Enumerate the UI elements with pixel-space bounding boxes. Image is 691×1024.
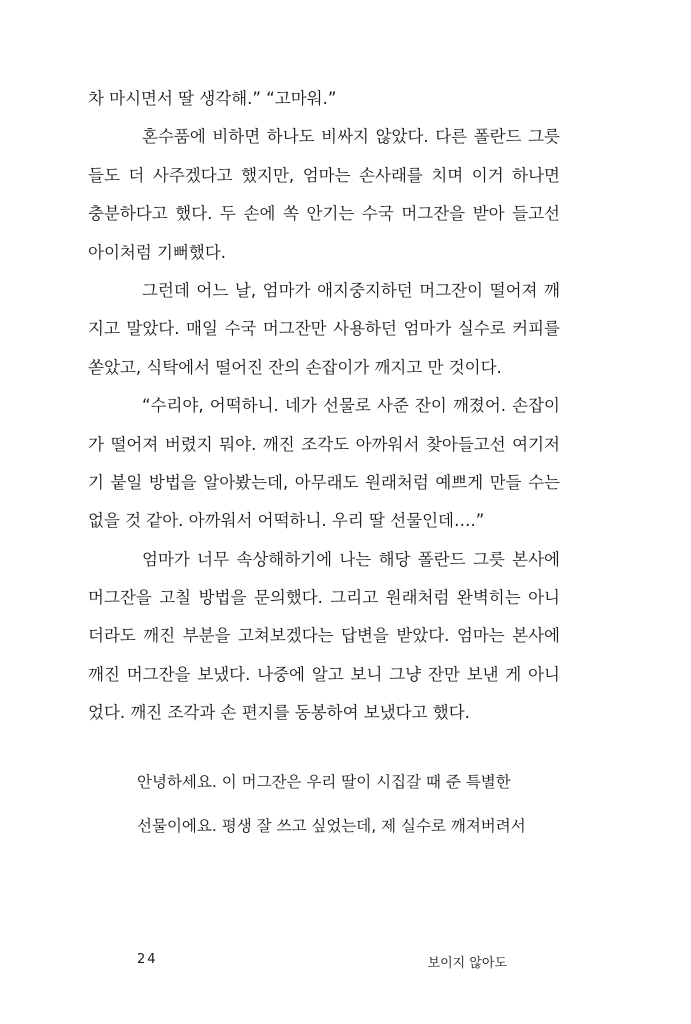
text-line: “수리야, 어떡하니. 네가 선물로 사준 잔이 깨졌어. 손잡이	[142, 396, 560, 416]
text-line: 혼수품에 비하면 하나도 비싸지 않았다. 다른 폴란드 그릇	[142, 127, 560, 147]
book-title: 보이지 않아도	[427, 956, 507, 971]
text-line: 없을 것 같아. 아까워서 어떡하니. 우리 딸 선물인데….”	[88, 511, 485, 531]
text-line: 었다. 깨진 조각과 손 편지를 동봉하여 보냈다고 했다.	[88, 703, 470, 723]
text-line: 그런데 어느 날, 엄마가 애지중지하던 머그잔이 떨어져 깨	[142, 280, 560, 300]
body-text	[88, 80, 560, 733]
text-line: 아이처럼 기뻐했다.	[88, 242, 227, 262]
text-line: 충분하다고 했다. 두 손에 쏙 안기는 수국 머그잔을 받아 들고선	[88, 204, 560, 224]
letter-line: 선물이에요. 평생 잘 쓰고 싶었는데, 제 실수로 깨져버려서	[137, 817, 526, 835]
text-line: 깨진 머그잔을 보냈다. 나중에 알고 보니 그냥 잔만 보낸 게 아니	[88, 664, 560, 684]
text-line: 지고 말았다. 매일 수국 머그잔만 사용하던 엄마가 실수로 커피를	[88, 319, 560, 339]
letter-quote	[137, 760, 537, 848]
text-line: 쏟았고, 식탁에서 떨어진 잔의 손잡이가 깨지고 만 것이다.	[88, 357, 502, 377]
text-line: 엄마가 너무 속상해하기에 나는 해당 폴란드 그릇 본사에	[142, 549, 560, 569]
text-line: 더라도 깨진 부분을 고쳐보겠다는 답변을 받았다. 엄마는 본사에	[88, 626, 560, 646]
text-line: 머그잔을 고칠 방법을 문의했다. 그리고 원래처럼 완벽히는 아니	[88, 588, 560, 608]
letter-line: 안녕하세요. 이 머그잔은 우리 딸이 시집갈 때 준 특별한	[137, 773, 511, 791]
text-line: 기 붙일 방법을 알아봤는데, 아무래도 원래처럼 예쁘게 만들 수는	[88, 472, 560, 492]
page-number: 24	[137, 952, 158, 967]
text-line: 차 마시면서 딸 생각해.” “고마워.”	[88, 89, 337, 108]
text-line: 들도 더 사주겠다고 했지만, 엄마는 손사래를 치며 이거 하나면	[88, 165, 560, 185]
text-line: 가 떨어져 버렸지 뭐야. 깨진 조각도 아까워서 찾아들고선 여기저	[88, 434, 560, 454]
